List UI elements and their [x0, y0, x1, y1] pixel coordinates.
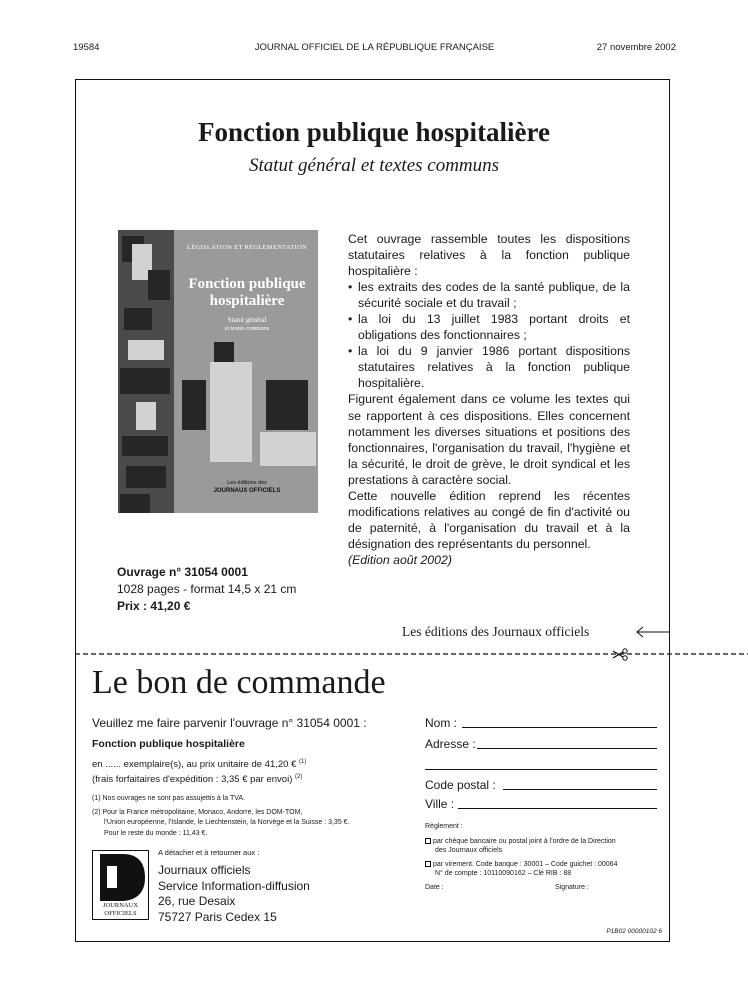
book-cover-image [118, 230, 318, 513]
list-item: • la loi du 13 juillet 1983 portant droits et obligations des fonctionnaires ; [348, 311, 630, 343]
cover-subtitle-2: et textes communs [224, 326, 270, 332]
cover-series: LÉGISLATION ET RÉGLEMENTATION [187, 244, 307, 251]
list-item: • les extraits des codes de la santé publique, de la sécurité sociale et du travail ; [348, 279, 630, 311]
payment-option-cheque[interactable]: par chèque bancaire ou postal joint à l'ordre de la Direction des Journaux officiels [425, 837, 655, 855]
arrow-left-icon [634, 624, 670, 640]
code-postal-label: Code postal : [425, 778, 496, 792]
book-format: 1028 pages - format 14,5 x 21 cm [117, 582, 297, 596]
footnote: (1) Nos ouvrages ne sont pas assujettis à la TVA. [92, 795, 246, 803]
payment-section [425, 822, 655, 893]
checkbox[interactable] [425, 861, 431, 867]
order-intro: Veuillez me faire parvenir l'ouvrage n° 31054 0001 : [92, 716, 367, 730]
ad-title: Fonction publique hospitalière [197, 117, 551, 147]
journal-title: JOURNAL OFFICIEL DE LA RÉPUBLIQUE FRANÇAISE [254, 42, 495, 53]
page-header [73, 42, 676, 56]
cut-line [75, 647, 748, 661]
ville-label: Ville : [425, 797, 455, 811]
cover-title: Fonction publique hospitalière [188, 276, 306, 309]
book-description [348, 231, 630, 568]
address-block: Journaux officiels Service Information-diffusion 26, rue Desaix 75727 Paris Cedex 15 [158, 863, 310, 924]
book-number: Ouvrage n° 31054 0001 [117, 565, 248, 579]
payment-option-virement[interactable]: par virement. Code banque : 30001 – Code guichet : 00064 N° de compte : 10110090162 – Clé RIB : 88 [425, 860, 655, 878]
return-address [158, 848, 310, 925]
reglement-label: Règlement : [425, 823, 463, 830]
publisher-name: Les éditions des Journaux officiels [402, 624, 590, 639]
nom-label: Nom : [425, 716, 458, 730]
description-paragraph: Cette nouvelle édition reprend les récentes modifications relatives au congé de fin d'activité ou de paternité, à l'organisation du travail et à la désignation des représentants du personnel. [348, 488, 630, 551]
footnote: l'Union européenne, l'Islande, le Liechtenstein, la Norvège et la Suisse : 3,35 €. [104, 819, 350, 827]
book-price: Prix : 41,20 € [117, 599, 191, 613]
order-form-title: Le bon de commande [92, 664, 386, 701]
order-notes [92, 794, 412, 839]
description-paragraph: Figurent également dans ce volume les textes qui se rapportent à ces dispositions. Elles concernent notamment les diverses situations et positions des fonctionnaires, l'organisation du travail, l'hygiène et la sécurité, le droit de grève, le droit syndical et les prestations à caractère social. [348, 392, 630, 487]
signature-label: Signature : [555, 884, 589, 891]
adresse-label: Adresse : [425, 737, 476, 751]
logo-icon [93, 851, 149, 903]
quantity-line: en ...... exemplaire(s), au prix unitaire de 41,20 € $^{(1)}$ [92, 759, 307, 771]
adresse-line-2[interactable] [425, 758, 657, 772]
book-info [117, 564, 296, 615]
footnote: (2) Pour la France métropolitaine, Monaco, Andorre, les DOM-TOM, [92, 808, 303, 816]
cover-subtitle-1: Statut général [227, 316, 267, 324]
description-intro: Cet ouvrage rassemble toutes les dispositions statutaires relatives à la fonction publique hospitalière : [348, 232, 630, 279]
order-details [92, 716, 412, 839]
cover-edition-2: JOURNAUX OFFICIELS [213, 488, 281, 494]
list-item: • la loi du 9 janvier 1986 portant dispositions statutaires relatives à la fonction publique hospitalière. [348, 343, 630, 391]
ad-subtitle: Statut général et textes communs [248, 155, 500, 176]
adresse-field[interactable] [425, 737, 476, 751]
reference-code: P1B02 00000102 6 [606, 928, 662, 935]
shipping-line: (frais forfaitaires d'expédition : 3,35 € par envoi) $^{(2)}$ [92, 774, 303, 786]
issue-date: 27 novembre 2002 [596, 42, 676, 53]
description-list [348, 279, 630, 391]
order-book-title: Fonction publique hospitalière [92, 738, 245, 750]
nom-field[interactable] [425, 716, 457, 730]
return-label: A détacher et à retourner aux : [158, 848, 260, 857]
checkbox[interactable] [425, 838, 431, 844]
footnote: Pour le reste du monde : 11,43 €. [104, 829, 208, 837]
journaux-officiels-logo: JOURNAUX OFFICIELS [92, 850, 149, 920]
ville-field[interactable] [425, 797, 454, 811]
cover-edition-1: Les éditions des [227, 480, 267, 486]
code-postal-field[interactable] [425, 778, 496, 792]
date-label: Date : [425, 884, 444, 891]
page-number: 19584 [73, 42, 100, 53]
edition-note: (Edition août 2002) [348, 552, 452, 567]
